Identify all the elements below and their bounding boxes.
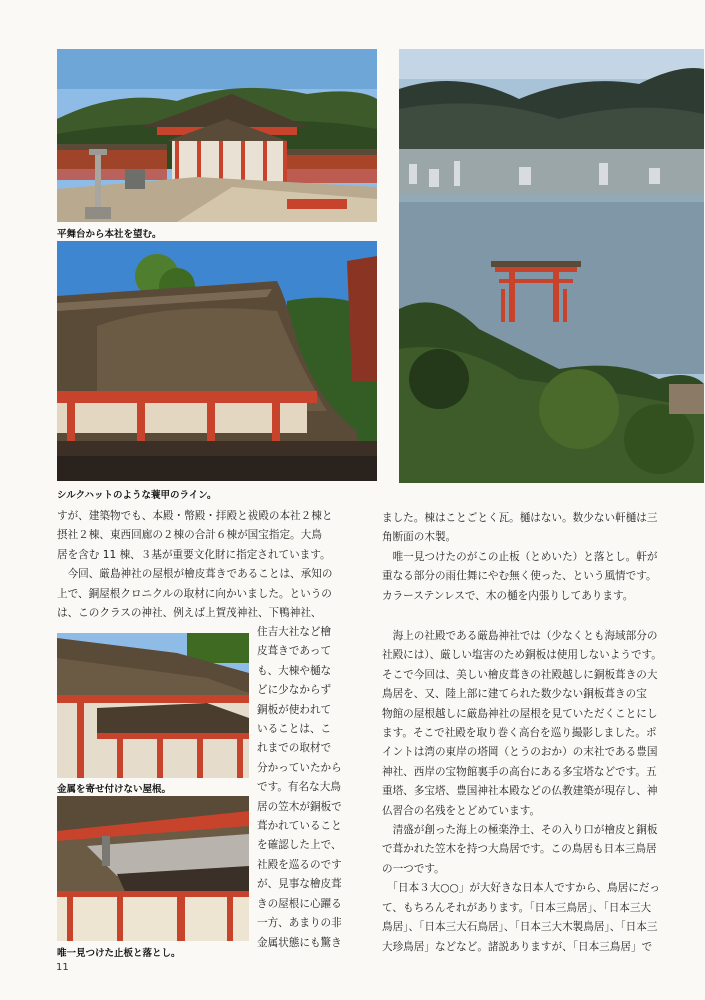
text-line: 「日本３大○○」が大好きな日本人ですから、鳥居にだっ [382, 882, 661, 895]
caption-photo4: 唯一見つけた止板と落とし。 [57, 948, 181, 959]
text-line: そこで今回は、美しい檜皮葺きの社殿越しに銅板葺きの大 [382, 668, 658, 681]
text-line: の一つです。 [382, 862, 445, 875]
text-line: が、見事な檜皮葺 [257, 878, 342, 891]
text-line: 居の笠木が銅板で [257, 800, 342, 813]
text-line: 物館の屋根越しに厳島神社の屋根を見ていただくことにし [382, 707, 658, 720]
text-line: 摂社２棟、東西回廊の２棟の合計６棟が国宝指定。大鳥 [57, 529, 322, 542]
text-line: 大珍鳥居」などなど。諸説ありますが、「日本三鳥居」で [382, 940, 653, 953]
text-line: 一方、あまりの非 [257, 917, 342, 930]
text-line: 唯一見つけたのがこの止板（とめいた）と落とし。軒が [382, 550, 658, 563]
photo-roof-line [57, 241, 377, 481]
text-line: どに少なからず [257, 684, 332, 697]
text-line: 社殿を巡るのです [257, 858, 342, 871]
text-line: ました。棟はことごとく瓦。樋はない。数少ない軒樋は三 [382, 512, 658, 524]
text-line: ます。そこで社殿を取り巻く高台を巡り撮影しました。ポ [382, 727, 657, 740]
photo-roof-no-metal [57, 633, 249, 778]
caption-photo1: 平舞台から本社を望む。 [57, 229, 162, 240]
text-line: で葺かれた笠木を持つ大鳥居です。この鳥居も日本三鳥居 [382, 843, 657, 856]
text-line: 鳥居を、又、陸上部に建てられた数少ない銅板葺きの宝 [382, 688, 647, 701]
text-line: 銅板が使われて [257, 703, 332, 716]
text-line: 角断面の木製。 [382, 531, 457, 544]
text-line: 住吉大社など檜 [257, 626, 332, 638]
text-right-top [382, 509, 687, 606]
text-line: すが、建築物でも、本殿・幣殿・拝殿と祓殿の本社２棟と [57, 510, 333, 522]
text-line: を確認した上で、 [257, 839, 342, 852]
text-line: いることは、こ [257, 723, 332, 736]
text-line: 分かっていたから [257, 761, 342, 774]
text-line: 社殿には）、厳しい塩害のため銅板は使用しないようです。 [382, 649, 662, 662]
text-line: 居を含む 11 棟、３基が重要文化財に指定されています。 [57, 548, 331, 561]
text-line: 重塔、多宝塔、豊国神社本殿などの仏教建築が現存し、神 [382, 785, 658, 798]
text-right-bottom [382, 627, 687, 957]
text-left-narrow [257, 623, 372, 953]
caption-photo2: シルクハットのような蓑甲のライン。 [57, 490, 217, 501]
photo-main-shrine [57, 49, 377, 222]
photo-stop-board [57, 796, 249, 941]
text-line: 鳥居」、「日本三大石鳥居」、「日本三大木製鳥居」、「日本三 [382, 921, 658, 934]
text-line: イントは湾の東岸の塔岡（とうのおか）の末社である豊国 [382, 746, 658, 759]
text-line: れまでの取材で [257, 742, 332, 755]
text-line: 今回、厳島神社の屋根が檜皮葺きであることは、承知の [57, 568, 333, 581]
caption-photo3: 金属を寄せ付けない屋根。 [57, 784, 172, 795]
text-left-top [57, 507, 377, 623]
text-line: 皮葺きであって [257, 645, 332, 658]
text-line: 上で、銅屋根クロニクルの取材に向かいました。というの [57, 587, 332, 600]
text-line: 重なる部分の雨仕舞にやむ無く使った、という風情です。 [382, 570, 657, 583]
text-line: も、大棟や樋な [257, 664, 332, 677]
text-line: は、このクラスの神社、例えば上賀茂神社、下鴨神社、 [57, 607, 322, 620]
text-line: です。有名な大鳥 [257, 781, 341, 794]
text-line: 清盛が創った海上の極楽浄土、その入り口が檜皮と銅板 [382, 824, 658, 837]
text-line: 金属状態にも驚き [257, 936, 342, 949]
text-line: て、もちろんそれがあります。「日本三鳥居」、「日本三大 [382, 901, 652, 914]
text-line: 海上の社殿である厳島神社では（少なくとも海域部分の [382, 630, 658, 642]
page-number: 11 [56, 962, 69, 973]
text-line: 神社、西岸の宝物館裏手の高台にある多宝塔などです。五 [382, 765, 657, 778]
text-line: 仏習合の名残をとどめています。 [382, 804, 541, 817]
text-line: 葺かれていること [257, 820, 342, 833]
text-line: きの屋根に心躍る [257, 897, 342, 910]
photo-torii-bay [399, 49, 704, 483]
text-line: カラーステンレスで、木の樋を内張りしてあります。 [382, 589, 634, 602]
